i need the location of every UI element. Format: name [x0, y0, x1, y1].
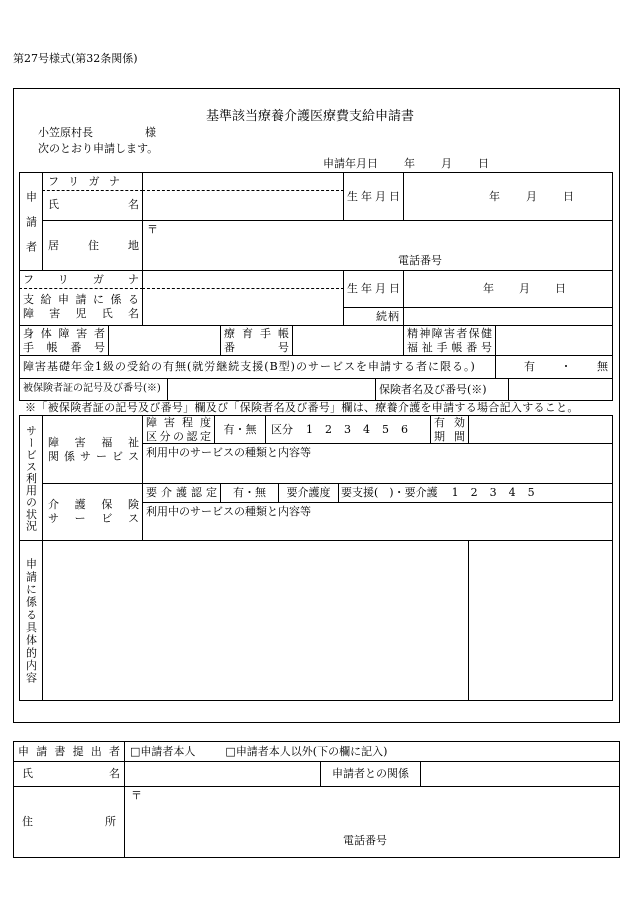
applicant-birth-year: 年 [489, 189, 500, 203]
care-level-option-2: 2 [470, 486, 478, 500]
submitter-relationship-field[interactable] [420, 761, 620, 787]
submitter-name-label [13, 761, 125, 787]
child-name-label-line1: 支給申請に係る [23, 292, 139, 306]
submitter-relationship-text: 申請者との関係 [332, 767, 409, 781]
insurance-note: ※「被保険者証の記号及び番号」欄及び「保険者名及び番号」欄は、療養介護を申請する場合記入すること。 [25, 401, 579, 414]
addressee-honorific: 様 [145, 126, 156, 139]
insurer-field[interactable] [508, 378, 613, 401]
details-side-field[interactable] [468, 540, 613, 701]
child-relationship-field[interactable] [403, 307, 613, 326]
physical-handbook-label [19, 325, 109, 356]
welfare-usage-field[interactable] [142, 443, 613, 484]
welfare-certification-choice-text: 有・無 [223, 422, 257, 436]
services-section-text: サービス利用の状況 [24, 425, 38, 531]
submitter-phone-label: 電話番号 [343, 834, 387, 847]
welfare-validity-label [430, 415, 469, 444]
child-name-label-line2: 障害児氏名 [23, 306, 139, 320]
child-birthdate-label [343, 270, 404, 308]
applicant-birth-day: 日 [563, 189, 574, 203]
form-number: 第27号様式(第32条関係) [13, 52, 138, 65]
submitter-postal-mark: 〒 [131, 789, 142, 802]
welfare-level-option-5: 5 [382, 422, 389, 436]
physical-handbook-field[interactable] [108, 325, 221, 356]
application-date-month: 月 [441, 157, 452, 170]
applicant-phone-label: 電話番号 [398, 254, 442, 267]
pension-choice[interactable] [495, 355, 613, 379]
welfare-level-field[interactable] [265, 415, 431, 444]
form-title: 基準該当療養介護医療費支給申請書 [205, 109, 414, 124]
checkbox-icon[interactable]: □ [225, 744, 236, 758]
mental-handbook-field[interactable] [495, 325, 613, 356]
addressee-name: 小笠原村長 [38, 126, 93, 139]
care-level-option-4: 4 [508, 486, 516, 500]
applicant-furigana-label [42, 172, 143, 191]
intro-text: 次のとおり申請します。 [38, 142, 159, 155]
child-relationship-text: 続柄 [376, 309, 399, 323]
submitter-options [124, 741, 620, 762]
application-date-year: 年 [404, 157, 415, 170]
care-insurance-label [42, 483, 143, 541]
checkbox-icon[interactable]: □ [130, 744, 141, 758]
submitter-address-label [13, 786, 125, 858]
submitter-name-text: 氏名 [22, 767, 120, 781]
physical-handbook-line2: 手帳番号 [23, 340, 105, 354]
applicant-name-label [42, 190, 143, 221]
submitter-option-self[interactable] [130, 745, 195, 759]
application-date-label: 申請年月日 [323, 157, 378, 170]
rehab-handbook-line2: 番号 [224, 340, 289, 354]
postal-mark: 〒 [147, 223, 158, 236]
submitter-label-text: 申請書提出者 [18, 744, 120, 758]
applicant-address-text: 居住地 [48, 238, 139, 252]
care-level-label [278, 483, 339, 503]
insurance-card-field[interactable] [167, 378, 376, 401]
insurance-card-label [19, 378, 168, 401]
applicant-section-text: 申請者 [24, 191, 38, 252]
submitter-label [13, 741, 125, 762]
submitter-address-field[interactable] [124, 786, 620, 858]
application-date-day: 日 [478, 157, 489, 170]
rehab-handbook-field[interactable] [292, 325, 404, 356]
applicant-birthdate-text: 生年月日 [347, 189, 400, 203]
applicant-name-field[interactable] [142, 190, 344, 221]
welfare-level-label: 区分 [271, 422, 293, 436]
applicant-furigana-text: フリガナ [48, 174, 120, 188]
welfare-certification-label [142, 415, 215, 444]
applicant-birth-month: 月 [526, 189, 537, 203]
child-birthdate-field[interactable] [403, 270, 613, 308]
welfare-certification-line2: 区分の認定 [146, 429, 211, 443]
submitter-relationship-label [320, 761, 421, 787]
mental-handbook-line1: 精神障害者保健 [407, 326, 492, 340]
child-furigana-text: フリガナ [23, 272, 139, 286]
welfare-certification-choice[interactable] [214, 415, 266, 444]
submitter-address-text: 住所 [22, 815, 116, 829]
rehab-handbook-label [220, 325, 293, 356]
child-relationship-label [343, 307, 404, 326]
mental-handbook-label [403, 325, 496, 356]
applicant-birthdate-field[interactable] [403, 172, 613, 221]
welfare-service-line2: 関係サービス [48, 449, 139, 463]
welfare-level-option-3: 3 [344, 422, 351, 436]
welfare-service-label [42, 415, 143, 484]
application-date [323, 157, 489, 170]
details-section-label [19, 540, 43, 701]
welfare-validity-field[interactable] [468, 415, 613, 444]
applicant-address-field[interactable] [142, 220, 613, 271]
submitter-option-other-label: 申請者本人以外(下の欄に記入) [235, 744, 388, 758]
care-certification-label [142, 483, 221, 503]
child-name-label [19, 288, 143, 326]
welfare-validity-line1: 有効 [434, 415, 465, 429]
submitter-option-other[interactable] [225, 745, 387, 759]
care-level-option-1: 1 [451, 486, 459, 500]
care-usage-field[interactable] [142, 502, 613, 541]
care-level-field[interactable] [338, 483, 613, 503]
welfare-certification-line1: 障害程度 [146, 415, 211, 429]
services-section-label [19, 415, 43, 541]
applicant-birthdate-label [343, 172, 404, 221]
applicant-section-label [19, 172, 43, 271]
care-insurance-line1: 介護保険 [48, 498, 139, 512]
welfare-service-line1: 障害福祉 [48, 435, 139, 449]
care-certification-text: 要介護認定 [146, 486, 217, 500]
care-insurance-line2: サービス [48, 512, 139, 525]
welfare-level-option-4: 4 [363, 422, 370, 436]
child-birth-day: 日 [555, 282, 566, 296]
insurer-label-text: 保険者名及び番号(※) [379, 382, 487, 396]
care-usage-label: 利用中のサービスの種類と内容等 [146, 505, 311, 518]
submitter-name-field[interactable] [124, 761, 321, 787]
child-birthdate-text: 生年月日 [347, 282, 400, 296]
pension-label [19, 355, 496, 379]
welfare-usage-label: 利用中のサービスの種類と内容等 [146, 446, 311, 459]
care-level-option-3: 3 [489, 486, 497, 500]
welfare-level-option-6: 6 [401, 422, 408, 436]
applicant-furigana-field[interactable] [142, 172, 344, 191]
child-birth-month: 月 [519, 282, 530, 296]
welfare-level-option-1: 1 [306, 422, 313, 436]
care-level-label-text: 要介護度 [286, 486, 331, 500]
care-certification-choice[interactable] [220, 483, 279, 503]
care-level-prefix: 要支援( )・要介護 [341, 486, 438, 500]
mental-handbook-line2: 福祉手帳番号 [407, 340, 492, 354]
rehab-handbook-line1: 療育手帳 [224, 326, 289, 340]
insurer-label [375, 378, 509, 401]
care-level-option-5: 5 [527, 486, 535, 500]
applicant-address-label [42, 220, 143, 271]
welfare-validity-line2: 期間 [434, 429, 465, 443]
child-name-field[interactable] [142, 288, 344, 326]
details-section-text: 申請に係る具体的内容 [24, 558, 38, 683]
insurance-card-text: 被保険者証の記号及び番号(※) [23, 383, 161, 395]
pension-choice-text: 有・無 [524, 360, 608, 374]
applicant-name-text: 氏名 [48, 198, 139, 212]
care-certification-choice-text: 有・無 [233, 486, 266, 500]
child-furigana-field[interactable] [142, 270, 344, 289]
submitter-option-self-label: 申請者本人 [140, 744, 196, 758]
child-furigana-label [19, 270, 143, 289]
welfare-level-option-2: 2 [325, 422, 332, 436]
details-main-field[interactable] [42, 540, 469, 701]
physical-handbook-line1: 身体障害者 [23, 326, 105, 340]
pension-label-text: 障害基礎年金1級の受給の有無(就労継続支援(B型)のサービスを申請する者に限る。) [23, 360, 476, 374]
child-birth-year: 年 [483, 282, 494, 296]
